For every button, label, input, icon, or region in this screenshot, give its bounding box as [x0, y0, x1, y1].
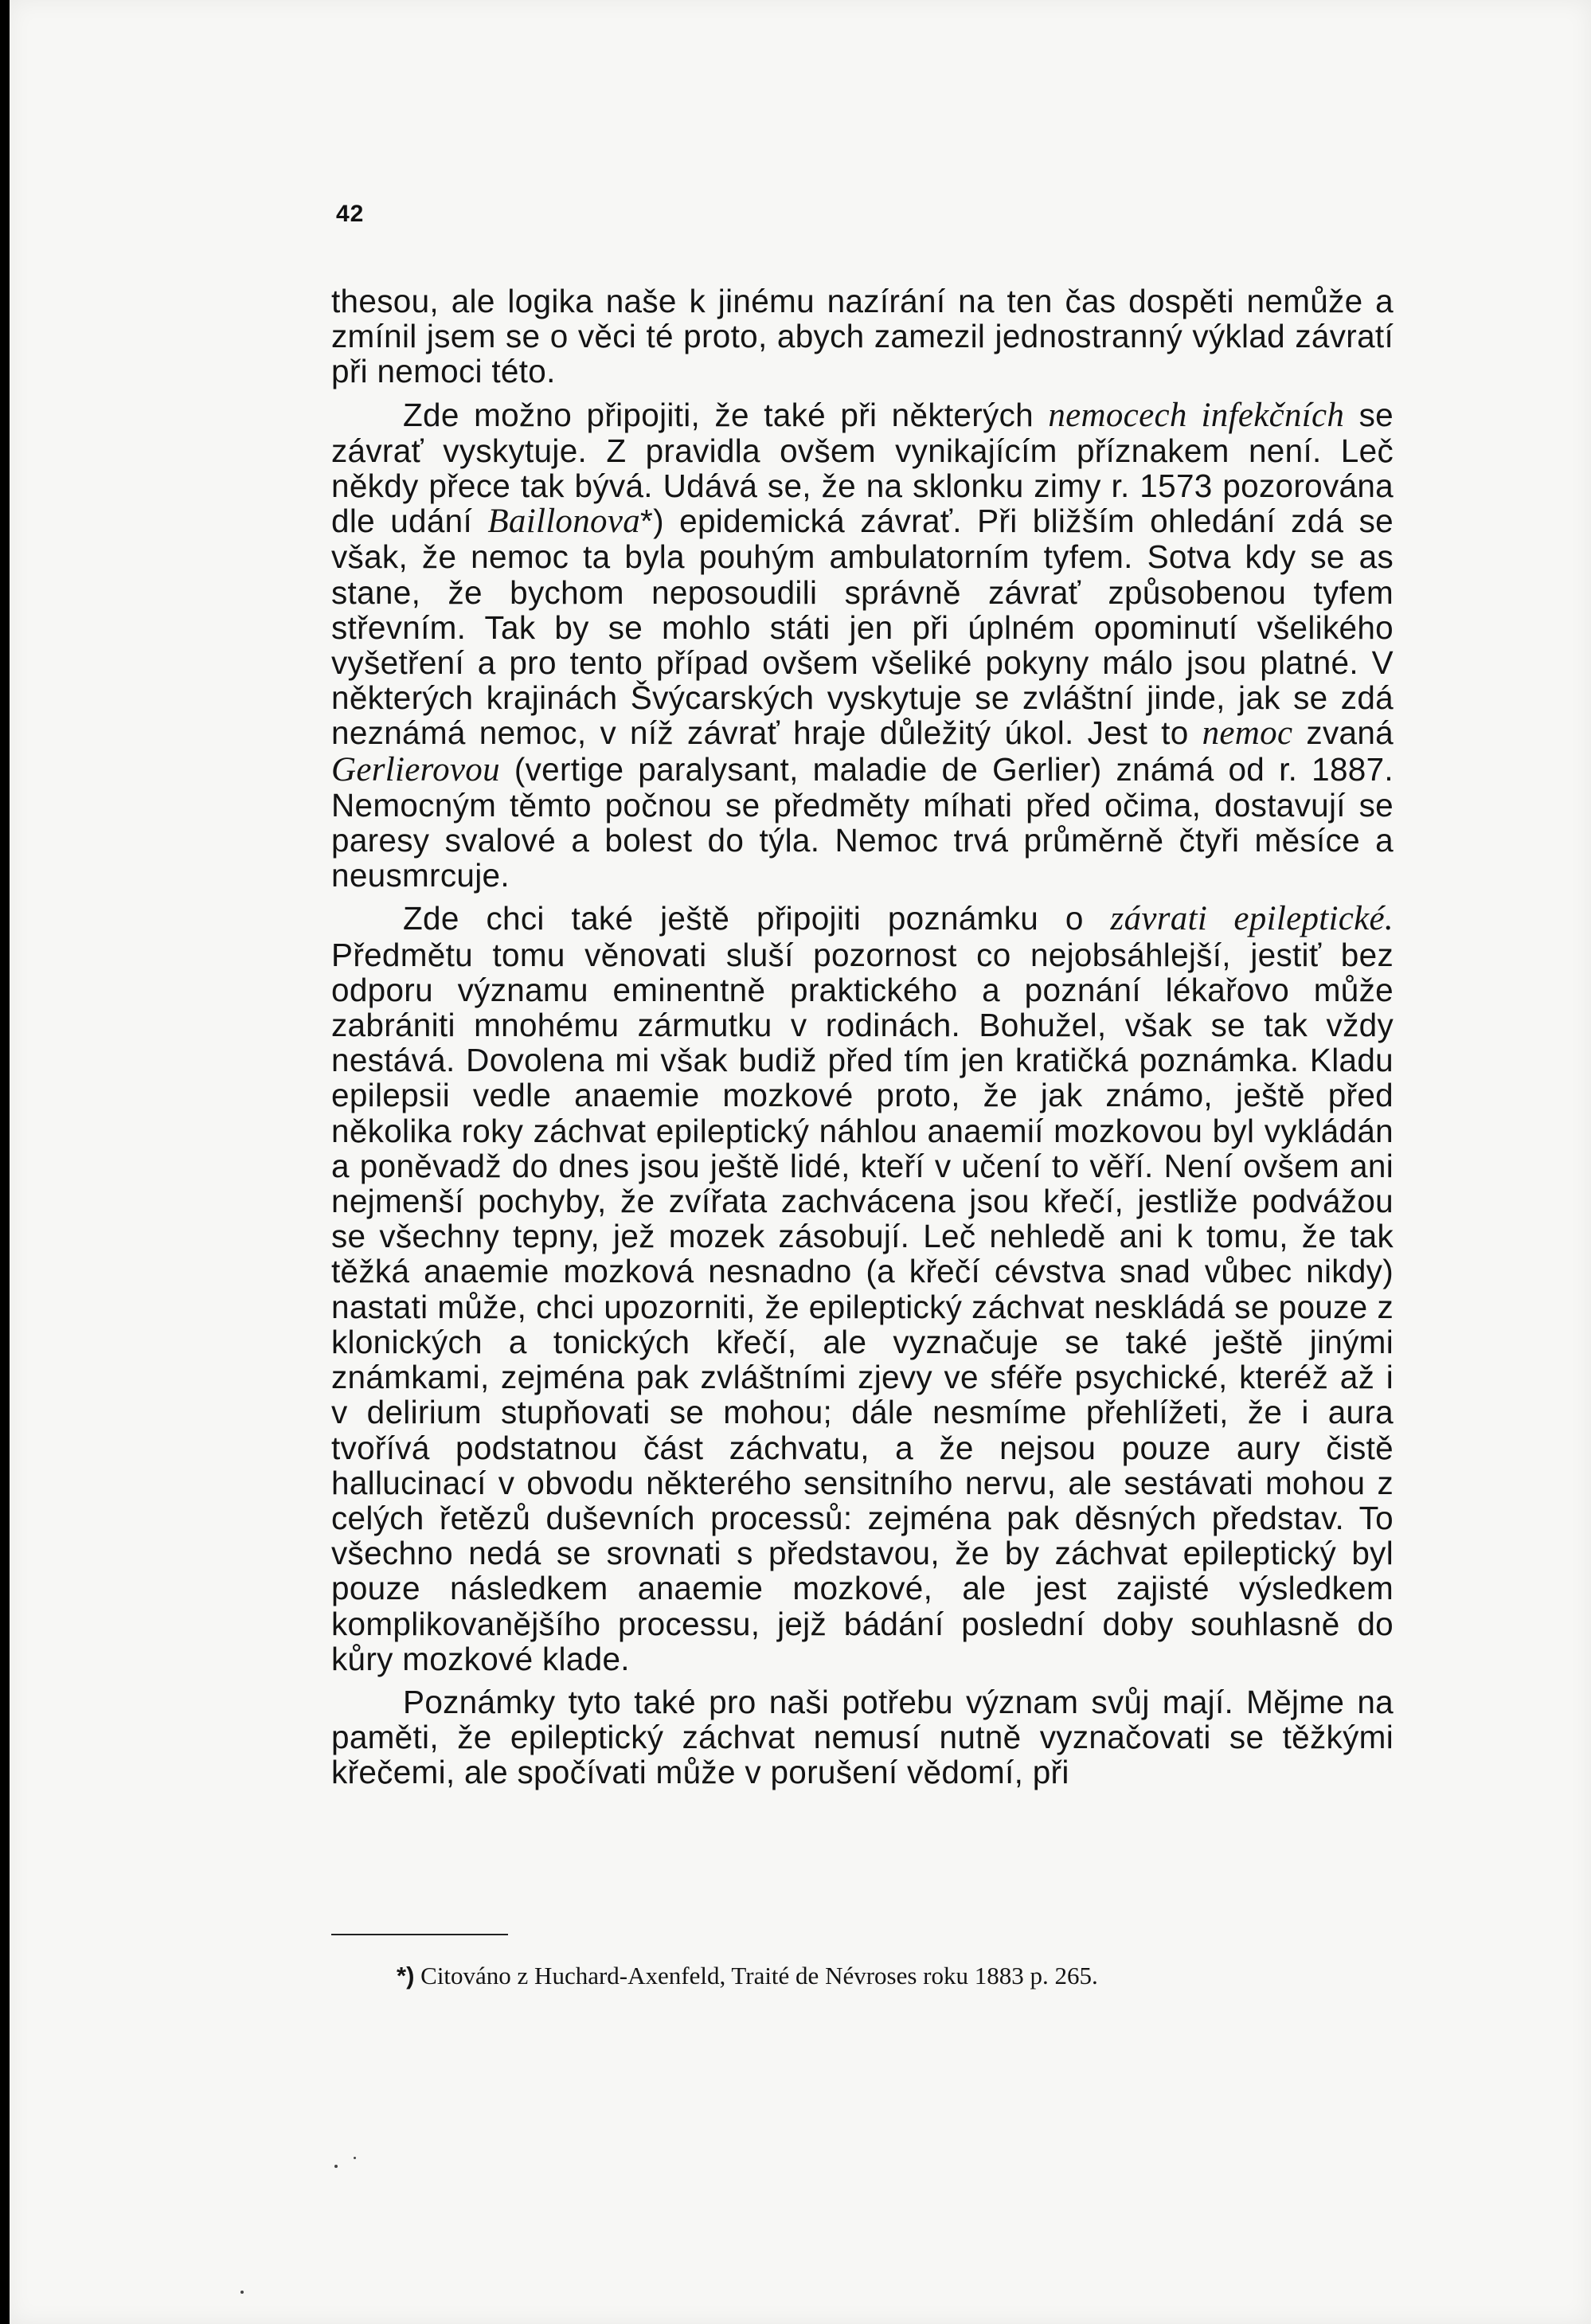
paragraph-3-text: Zde chci také ještě připojiti poznámku o	[403, 900, 1111, 937]
emphasis-epileptic-vertigo: závrati epileptické.	[1110, 900, 1394, 938]
footnote	[397, 1961, 1394, 1991]
emphasis-baillon: Baillonova	[487, 503, 641, 541]
paragraph-2-text: zvaná	[1292, 714, 1394, 752]
page-number: 42	[336, 201, 365, 227]
book-page	[10, 0, 1591, 2324]
paragraph-2-text: (vertige paralysant, maladie de Gerlier) známá od r. 1887. Nemocným těmto počnou se předměty míhati před očima, dostavují se paresy svalové a bolest do týla. Nemoc trvá průměrně čtyři měsíce a neusmrcuje.	[331, 750, 1394, 894]
footnote-text: Citováno z Huchard-Axenfeld, Traité de Névroses roku 1883 p. 265.	[414, 1962, 1098, 1989]
dust-speck	[354, 2157, 356, 2159]
paragraph-2-text: *) epidemická závrať. Při bližším ohledání zdá se však, že nemoc ta byla pouhým ambulatorním tyfem. Sotva kdy se as stane, že bychom neposoudili správně závrať způsobenou tyfem střevním. Tak by se mohlo státi jen při úplném opominutí všelikého vyšetření a pro tento případ ovšem všeliké pokyny málo jsou platné. V některých krajinách Švýcarských vyskytuje se zvláštní jinde, jak se zdá neznámá nemoc, v níž závrať hraje důležitý úkol. Jest to	[331, 503, 1394, 752]
emphasis-infectious-diseases: nemocech infekčních	[1048, 396, 1345, 434]
emphasis-disease: nemoc	[1202, 714, 1293, 753]
footnote-mark: *)	[397, 1962, 415, 1989]
paragraph-3-text: Předmětu tomu věnovati sluší pozornost co nejobsáhlejší, jestiť bez odporu významu eminentně praktického a poznání lékařovo může zabrániti mnohému zármutku v rodinách. Bohužel, však se tak vždy nestává. Dovolena mi však budiž před tím jen kratičká poznámka. Kladu epilepsii vedle anaemie mozkové proto, že jak známo, ještě před několika roky záchvat epileptický náhlou anaemií mozkovou byl vykládán a poněvadž do dnes jsou ještě lidé, kteří v učení to věří. Není ovšem ani nejmenší pochyby, že zvířata zachvácena jsou křečí, jestliže podvážou se všechny tepny, jež mozek zásobují. Leč nehledě ani k tomu, že tak těžká anaemie mozková nesnadno (a křečí cévstva snad vůbec nikdy) nastati může, chci upozorniti, že epileptický záchvat neskládá se pouze z klonických a tonických křečí, ale vyznačuje se také ještě jinými známkami, zejména pak zvláštními zjevy ve sféře psychické, kteréž až i v delirium stupňovati se mohou; dále nesmíme přehlížeti, že i aura tvořívá podstatnou část záchvatu, a že nejsou pouze aury čistě hallucinací v obvodu některého sensitního nervu, ale sestávati mohou z celých řetězů duševních processů: zejména pak děsných představ. To všechno nedá se srovnati s představou, že by záchvat epileptický byl pouze následkem anaemie mozkové, ale jest zajisté výsledkem komplikovanějšího processu, jejž bádání poslední doby souhlasně do kůry mozkové klade.	[331, 936, 1394, 1677]
dust-speck	[240, 2291, 244, 2294]
paragraph-1	[331, 284, 1394, 389]
paragraph-4	[331, 1684, 1394, 1790]
paragraph-2-text: se závrať vyskytuje. Z pravidla ovšem vynikajícím příznakem není. Leč někdy přece tak bývá. Udává se, že na sklonku zimy r. 1573 pozorována dle udání	[331, 396, 1394, 540]
paragraph-3	[331, 901, 1394, 1676]
footnote-divider	[331, 1934, 508, 1935]
paragraph-4-text: Poznámky tyto také pro naši potřebu význam svůj mají. Mějme na paměti, že epileptický záchvat nemusí nutně vyznačovati se těžkými křečemi, ale spočívati může v porušení vědomí, při	[331, 1683, 1394, 1791]
paragraph-2	[331, 397, 1394, 894]
body-text	[331, 284, 1394, 1798]
emphasis-gerlier: Gerlierovou	[331, 750, 500, 788]
paragraph-2-text: Zde možno připojiti, že také při některých	[403, 396, 1049, 433]
dust-speck	[334, 2165, 338, 2168]
paragraph-1-text: thesou, ale logika naše k jinému nazírání na ten čas dospěti nemůže a zmínil jsem se o věci té proto, abych zamezil jednostranný výklad závratí při nemoci této.	[331, 283, 1394, 390]
